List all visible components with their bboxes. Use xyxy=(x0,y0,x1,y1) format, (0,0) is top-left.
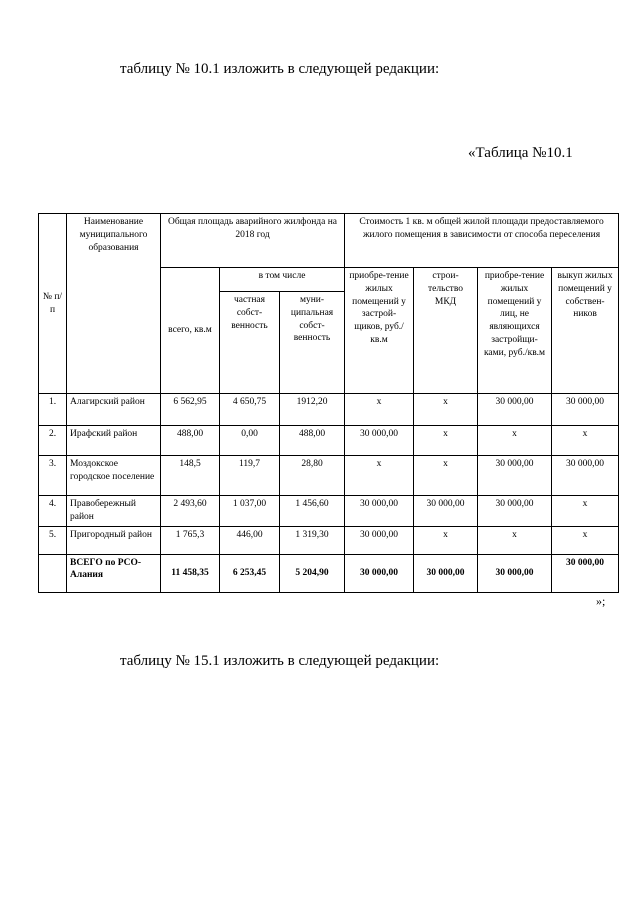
header-area-total: всего, кв.м xyxy=(161,268,220,394)
row-number: 4. xyxy=(39,496,67,527)
header-municipality: Наименование муниципального образования xyxy=(67,214,161,394)
row-name: Алагирский район xyxy=(67,394,161,426)
table-row xyxy=(39,426,619,456)
row-cost-redemption: 30 000,00 xyxy=(552,394,619,426)
row-municipal: 1 456,60 xyxy=(280,496,345,527)
row-cost-construction: х xyxy=(414,456,478,496)
table-row xyxy=(39,496,619,527)
header-buy-developers: приобре-тение жилых помещений у застрой-щиков, руб./кв.м xyxy=(345,268,414,394)
total-row-number-cell xyxy=(39,554,67,592)
row-cost-buy-non-developers: 30 000,00 xyxy=(478,394,552,426)
header-municipal: муни-ципальная собст-венность xyxy=(280,292,345,394)
total-row-municipal: 5 204,90 xyxy=(280,554,345,592)
row-name: Ирафский район xyxy=(67,426,161,456)
row-cost-construction: х xyxy=(414,426,478,456)
row-cost-buy-developers: 30 000,00 xyxy=(345,526,414,554)
row-cost-construction: х xyxy=(414,394,478,426)
row-cost-buy-developers: х xyxy=(345,456,414,496)
area-cost-table xyxy=(38,213,619,593)
row-total: 6 562,95 xyxy=(161,394,220,426)
row-cost-buy-developers: 30 000,00 xyxy=(345,496,414,527)
table-row xyxy=(39,526,619,554)
row-total: 2 493,60 xyxy=(161,496,220,527)
row-municipal: 28,80 xyxy=(280,456,345,496)
row-private: 1 037,00 xyxy=(220,496,280,527)
total-row-name: ВСЕГО по РСО-Алания xyxy=(67,554,161,592)
table-total-row xyxy=(39,554,619,592)
total-row-cost-buy-non-developers: 30 000,00 xyxy=(478,554,552,592)
table-caption: «Таблица №10.1 xyxy=(468,145,573,161)
total-row-private: 6 253,45 xyxy=(220,554,280,592)
header-including: в том числе xyxy=(220,268,345,292)
row-municipal: 488,00 xyxy=(280,426,345,456)
header-number: № п/п xyxy=(39,214,67,394)
header-construction: строи-тельство МКД xyxy=(414,268,478,394)
row-cost-buy-developers: х xyxy=(345,394,414,426)
row-municipal: 1912,20 xyxy=(280,394,345,426)
row-private: 119,7 xyxy=(220,456,280,496)
row-total: 148,5 xyxy=(161,456,220,496)
table-row xyxy=(39,456,619,496)
row-name: Моздокское городское поселение xyxy=(67,456,161,496)
row-cost-redemption: х xyxy=(552,526,619,554)
row-cost-redemption: х xyxy=(552,496,619,527)
header-area: Общая площадь аварийного жилфонда на 2018 год xyxy=(161,214,345,268)
intro-paragraph-15-1: таблицу № 15.1 изложить в следующей редакции: xyxy=(120,653,440,669)
row-cost-construction: 30 000,00 xyxy=(414,496,478,527)
row-private: 446,00 xyxy=(220,526,280,554)
row-cost-buy-non-developers: х xyxy=(478,426,552,456)
total-row-total: 11 458,35 xyxy=(161,554,220,592)
header-redemption: выкуп жилых помещений у собствен-ников xyxy=(552,268,619,394)
row-private: 4 650,75 xyxy=(220,394,280,426)
header-cost: Стоимость 1 кв. м общей жилой площади предоставляемого жилого помещения в зависимости от способа переселения xyxy=(345,214,619,268)
total-row-cost-construction: 30 000,00 xyxy=(414,554,478,592)
row-municipal: 1 319,30 xyxy=(280,526,345,554)
row-total: 1 765,3 xyxy=(161,526,220,554)
row-cost-buy-non-developers: 30 000,00 xyxy=(478,456,552,496)
row-cost-buy-developers: 30 000,00 xyxy=(345,426,414,456)
row-cost-buy-non-developers: 30 000,00 xyxy=(478,496,552,527)
header-buy-non-developers: приобре-тение жилых помещений у лиц, не являющихся застройщи-ками, руб./кв.м xyxy=(478,268,552,394)
row-cost-construction: х xyxy=(414,526,478,554)
row-number: 1. xyxy=(39,394,67,426)
row-name: Пригородный район xyxy=(67,526,161,554)
intro-paragraph-10-1: таблицу № 10.1 изложить в следующей редакции: xyxy=(120,61,440,77)
row-total: 488,00 xyxy=(161,426,220,456)
header-private: частная собст-венность xyxy=(220,292,280,394)
row-number: 5. xyxy=(39,526,67,554)
total-row-cost-redemption: 30 000,00 xyxy=(552,554,619,592)
row-number: 3. xyxy=(39,456,67,496)
closing-quote-mark: »; xyxy=(596,594,606,608)
total-row-cost-buy-developers: 30 000,00 xyxy=(345,554,414,592)
row-number: 2. xyxy=(39,426,67,456)
row-cost-redemption: 30 000,00 xyxy=(552,456,619,496)
row-private: 0,00 xyxy=(220,426,280,456)
table-row xyxy=(39,394,619,426)
row-cost-redemption: х xyxy=(552,426,619,456)
row-cost-buy-non-developers: х xyxy=(478,526,552,554)
row-name: Правобережный район xyxy=(67,496,161,527)
